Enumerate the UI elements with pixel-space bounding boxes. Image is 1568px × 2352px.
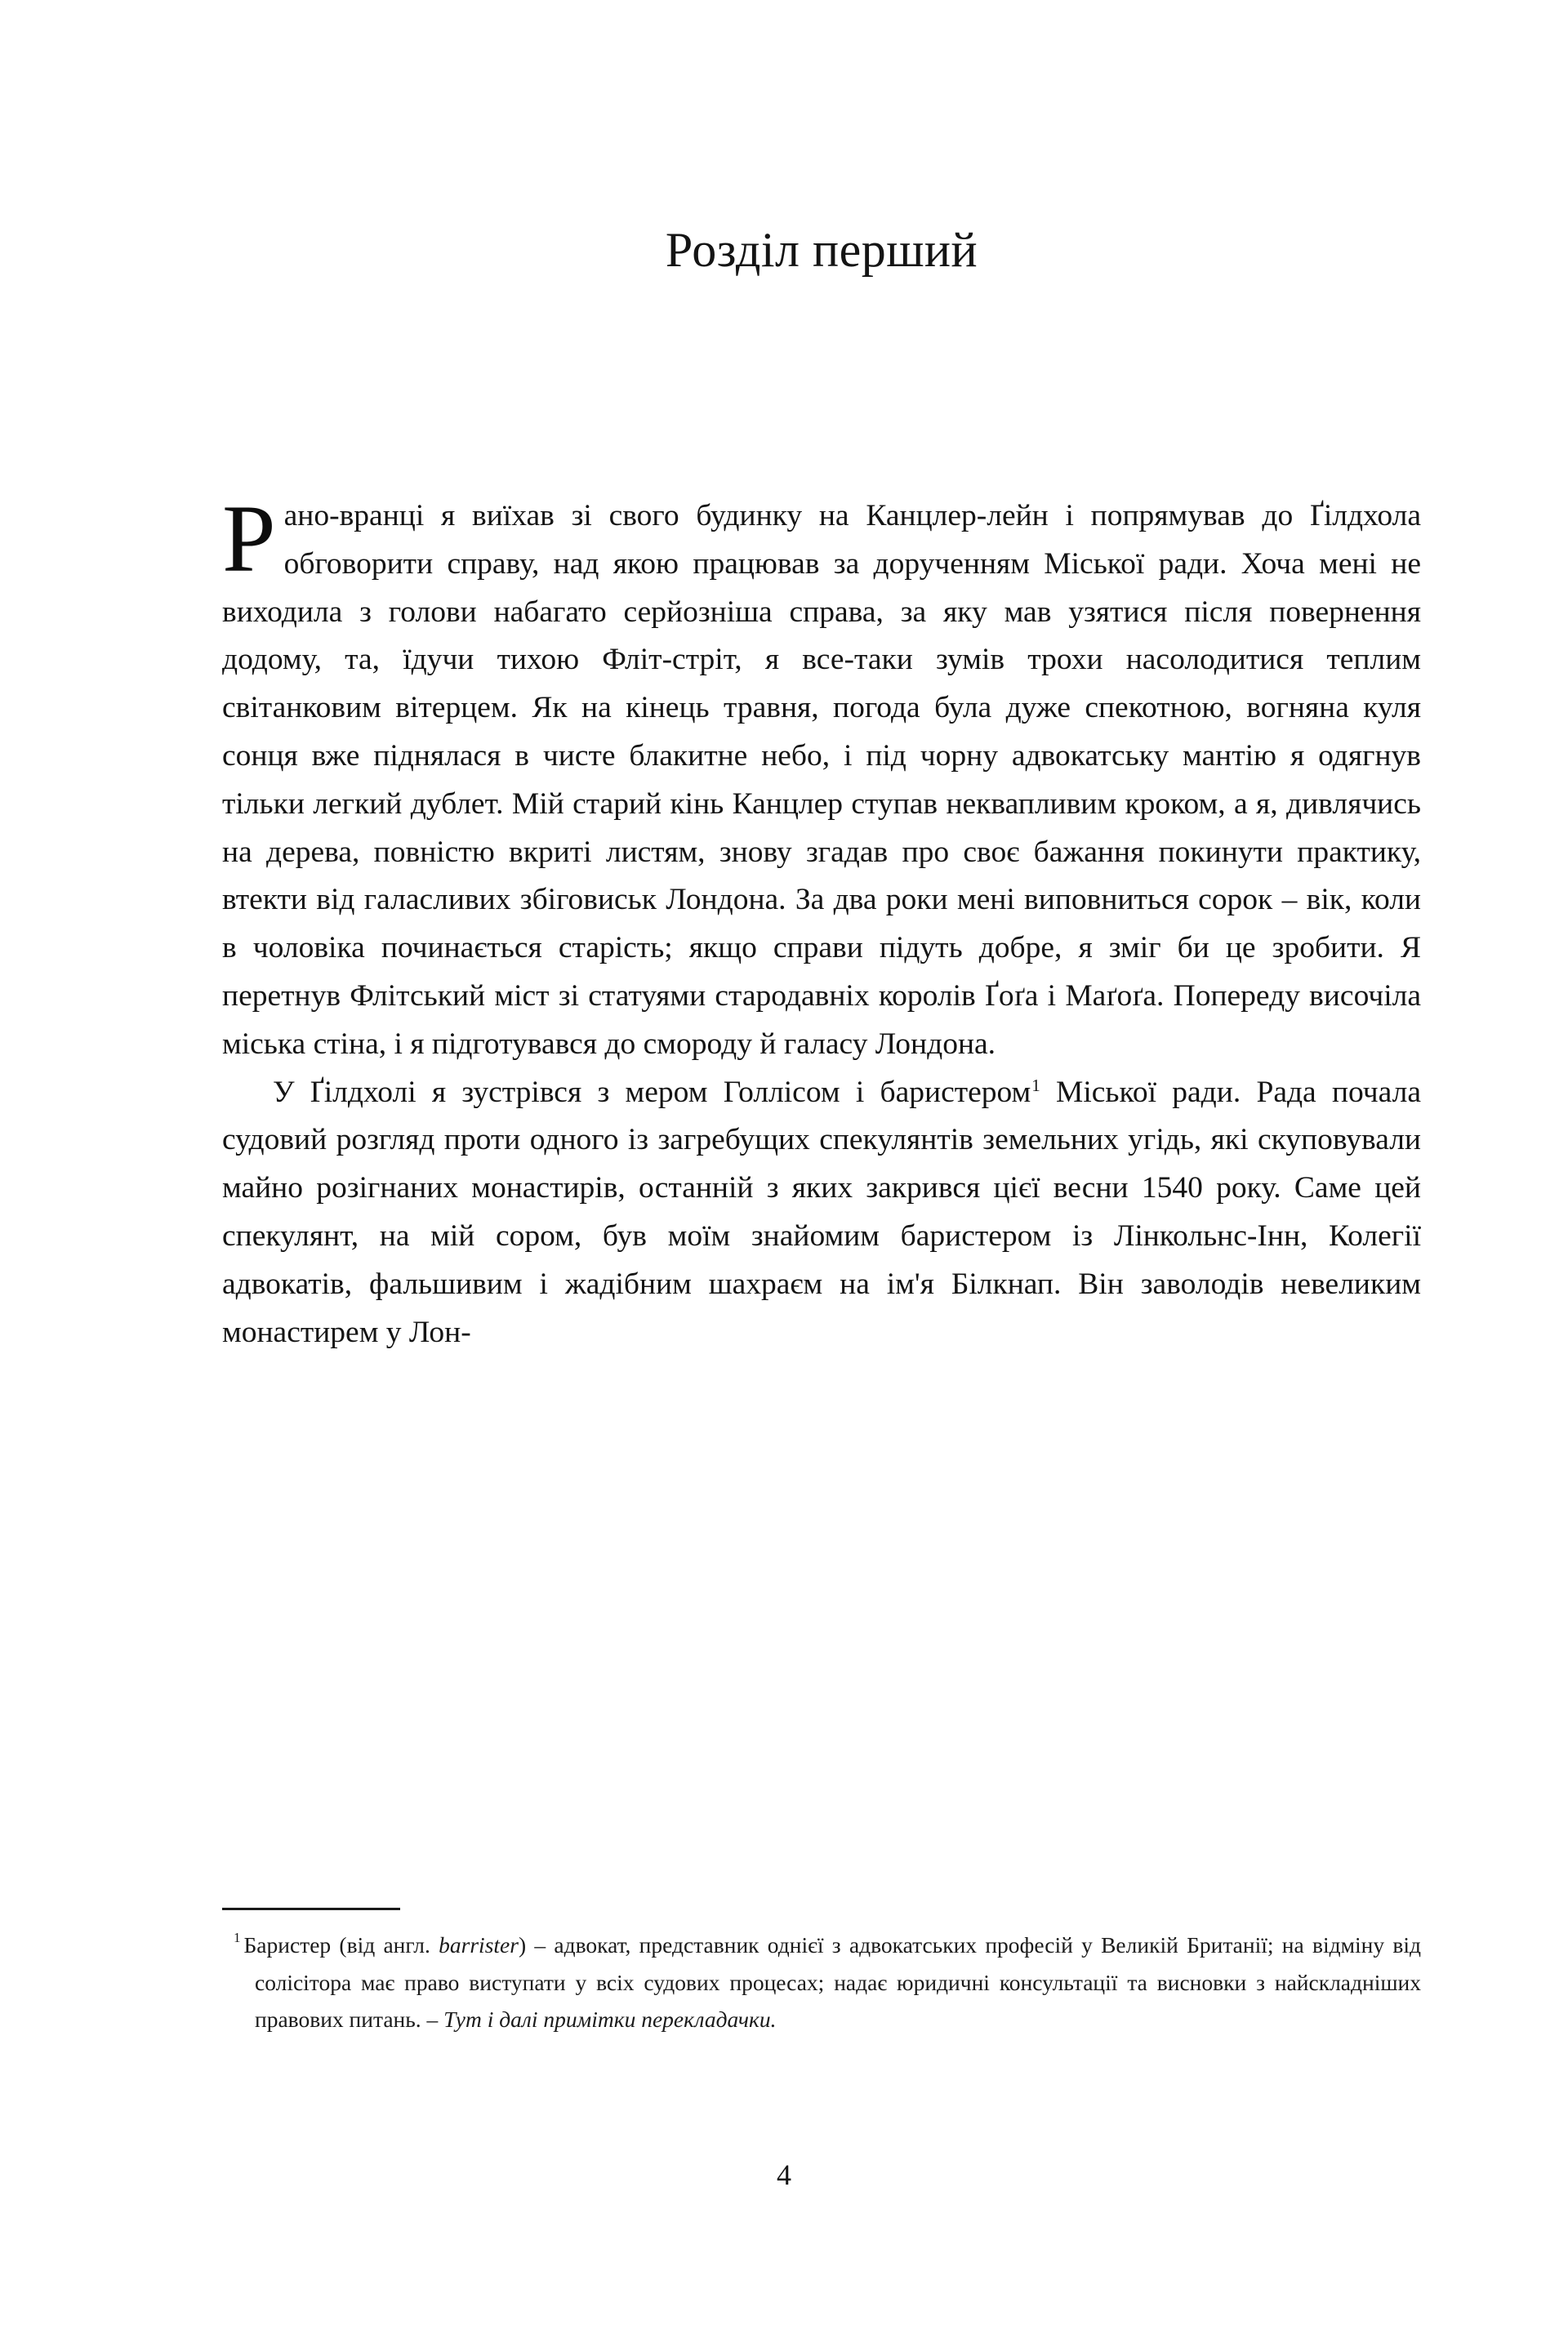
- paragraph-opening: [222, 485, 1421, 1069]
- footnote-part-two: ) – адвокат, представник однієї з адвокатських професій у Великій Британії; на відміну від солісітора має право виступати у всіх судових процесах; надає юридичні консультації та висновки з найскладніших правових питань. –: [255, 1932, 1421, 2032]
- paragraph-second: [222, 1069, 1421, 1357]
- footnote-attribution-italic: Тут і далі примітки перекладачки.: [443, 2007, 777, 2032]
- page-number: 4: [777, 2158, 791, 2191]
- footnote-entry: [222, 1927, 1421, 2038]
- footnote-zone: [222, 1908, 1421, 2038]
- chapter-heading: Розділ перший: [665, 223, 978, 277]
- text-column: [222, 0, 1421, 1356]
- footnote-separator-rule: [222, 1908, 400, 1910]
- paragraph-opening-text: ано-вранці я виїхав зі свого будинку на Канцлер-лейн і попрямував до Ґілдхола обговорити справу, над якою працював за дорученням Міської ради. Хоча мені не виходила з голови набагато серйозніша справа, за яку мав узятися після повернення додому, та, їдучи тихою Фліт-стріт, я все-таки зумів трохи насолодитися теплим світанковим вітерцем. Як на кінець травня, погода була дуже спекотною, вогняна куля сонця вже піднялася в чисте блакитне небо, і під чорну адвокатську мантію я одягнув тільки легкий дублет. Мій старий кінь Канцлер ступав неквапливим кроком, а я, дивлячись на дерева, повністю вкриті листям, знову згадав про своє бажання покинути практику, втекти від галасливих збіговиськ Лондона. За два роки мені виповниться сорок – вік, коли в чоловіка починається старість; якщо справи підуть добре, я зміг би це зробити. Я перетнув Флітський міст зі статуями стародавніх королів Ґоґа і Маґоґа. Попереду височіла міська стіна, і я підготувався до смороду й галасу Лондона.: [222, 499, 1421, 1061]
- paragraph-second-text-after-ref: Міської ради. Рада почала судовий розгляд проти одного із загребущих спекулянтів земельних угідь, які скуповували майно розігнаних монастирів, останній з яких закрився цієї весни 1540 року. Саме цей спекулянт, на мій сором, був моїм знайомим баристером із Лінкольнс-Інн, Колегії адвокатів, фальшивим і жадібним шахраєм на ім'я Білкнап. Він заволодів невеликим монастирем у Лон-: [222, 1075, 1421, 1349]
- body-text-block: [222, 485, 1421, 1356]
- drop-cap: Р: [222, 485, 276, 592]
- footnote-term-italic: barrister: [439, 1932, 519, 1958]
- footnote-number: 1: [234, 1930, 241, 1946]
- paragraph-second-text-before-ref: У Ґілдхолі я зустрівся з мером Голлісом і баристером: [273, 1075, 1031, 1109]
- footnote-reference-marker[interactable]: 1: [1031, 1075, 1040, 1095]
- footnote-part-one: Баристер (від англ.: [243, 1932, 439, 1958]
